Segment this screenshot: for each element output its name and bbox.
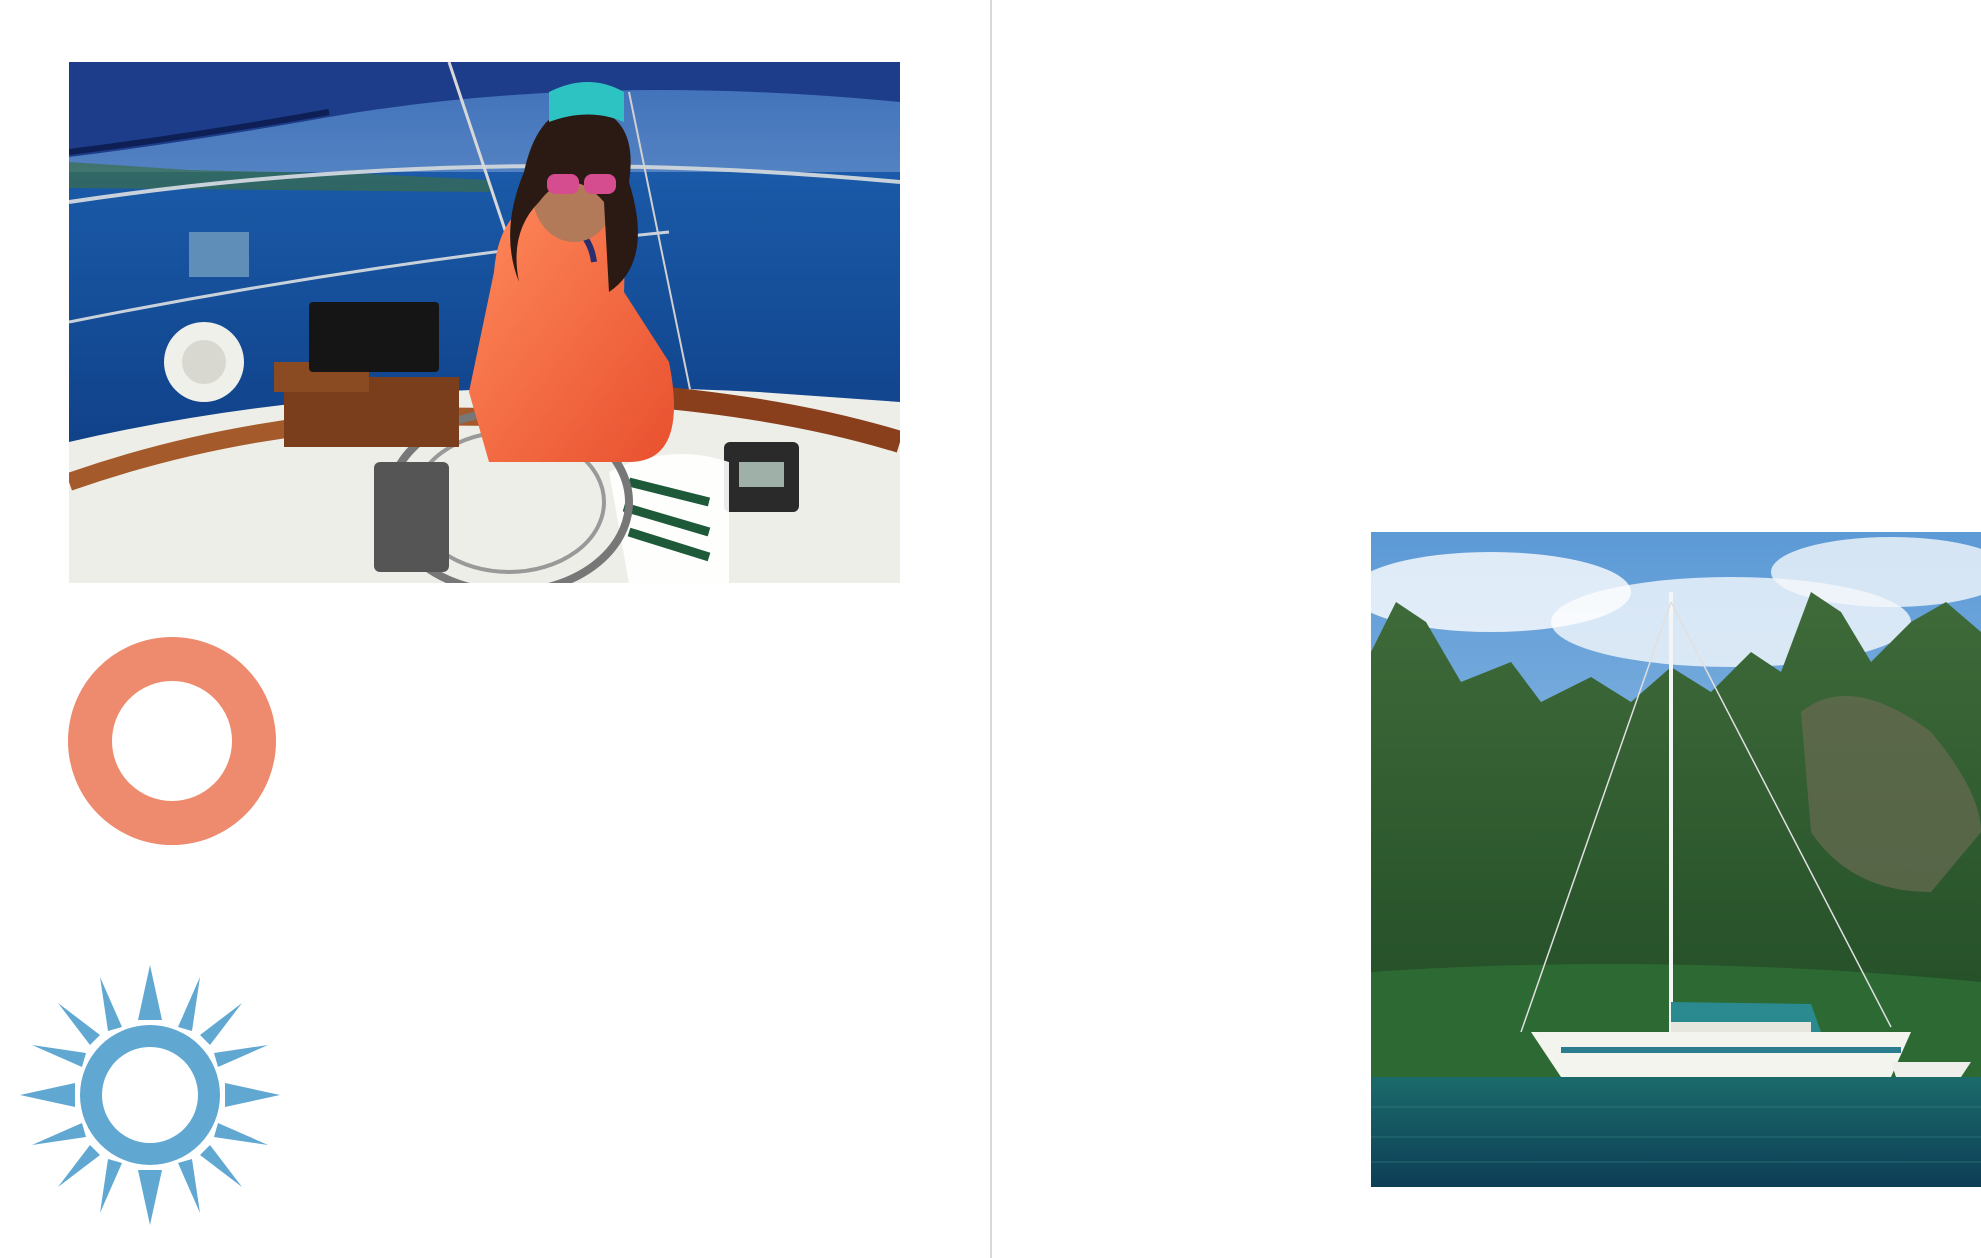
helm-photo-image	[69, 62, 900, 583]
sailboat-photo	[1371, 532, 1981, 1187]
sailboat-photo-image	[1371, 532, 1981, 1187]
helm-photo	[69, 62, 900, 583]
right-page	[992, 0, 1981, 1258]
drop-cap	[68, 636, 276, 846]
watermark-sun-icon	[20, 965, 280, 1225]
